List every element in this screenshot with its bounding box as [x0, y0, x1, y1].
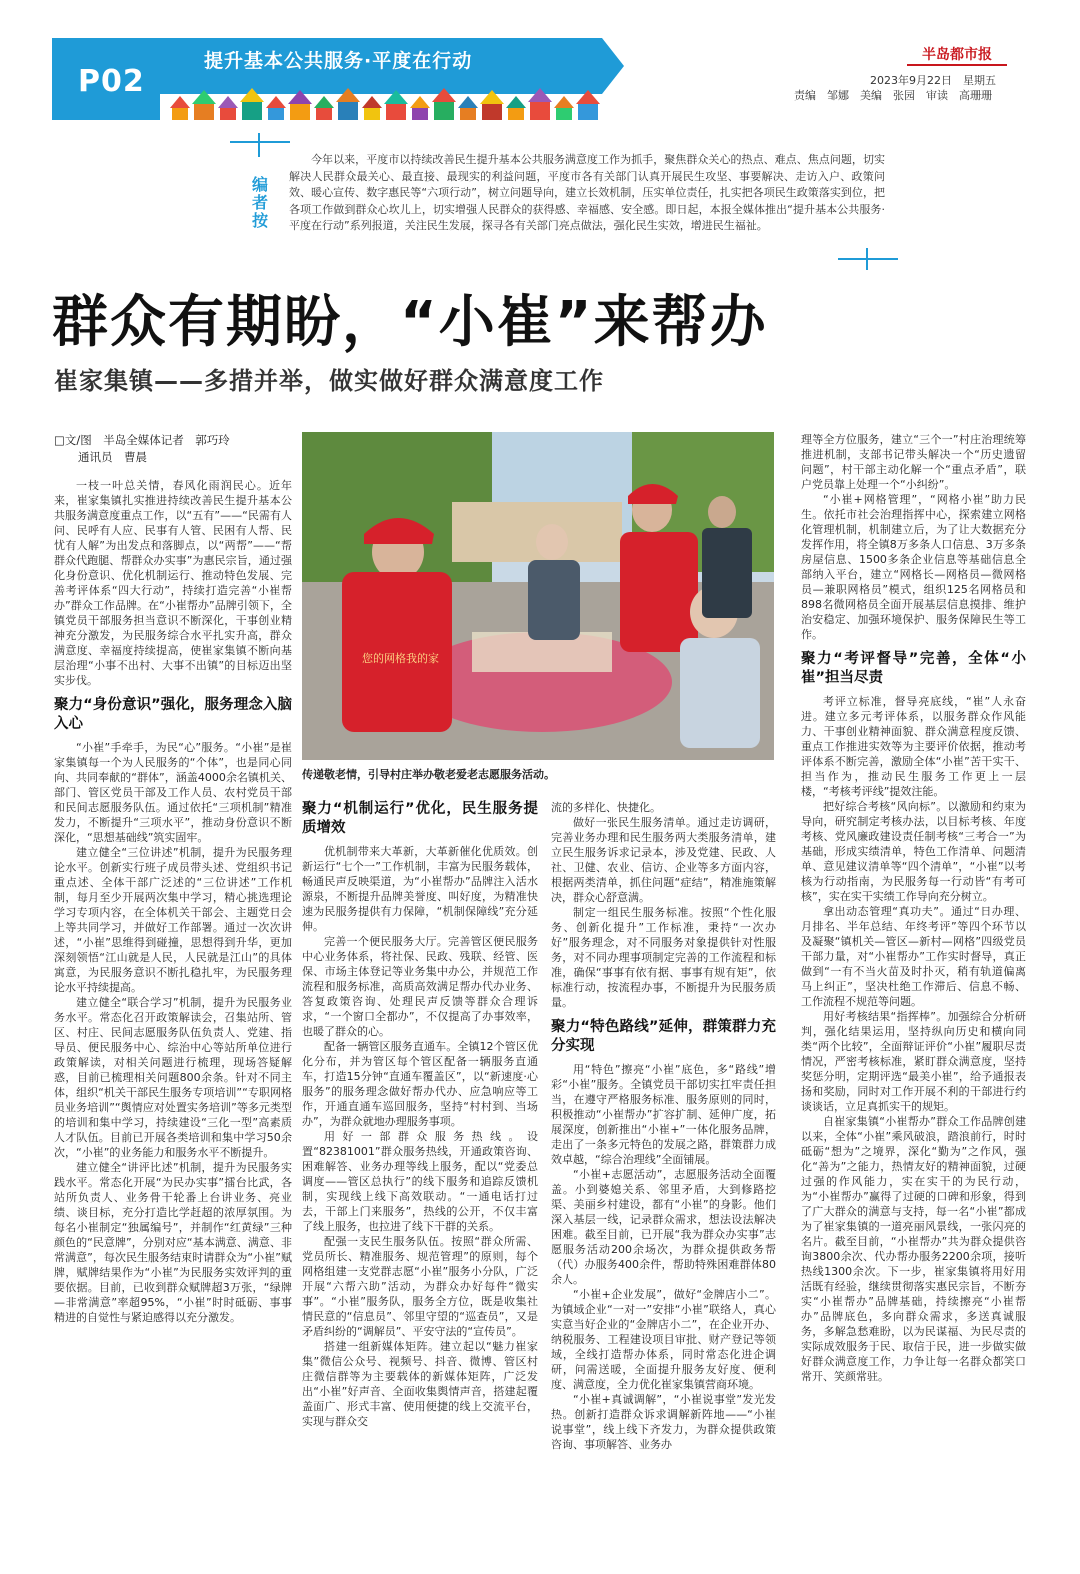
article-column-2	[302, 800, 538, 1540]
vest-print-text: 您的网格我的家	[362, 652, 439, 665]
paragraph: 配备一辆管区服务直通车。全镇12个管区优化分布，并为管区每个管区配备一辆服务直通车，打造15分钟“直通车覆盖区”，以“新速度·心服务”的服务理念做好帮办代办、应急响应等工作，开通直通车巡回服务，坚持“村村到、当场办”，为群众就地办理服务事项。	[302, 1040, 538, 1128]
paragraph: 拿出动态管理“真功夫”。通过“日办理、月排名、半年总结、年终考评”等四个环节以及凝聚“镇机关—管区—新村—网格”四级党员干部力量，对“小崔帮办”工作实时督导，真正做到“一有不当火苗及时扑灭，稍有轨道偏离马上纠正”，坚决杜绝工作滞后、信息不畅、工作流程不规范等问题。	[801, 905, 1026, 1008]
article-headline: 群众有期盼，“小崔”来帮办	[52, 290, 768, 355]
byline-author: □文/图 半岛全媒体记者 郭巧玲	[54, 433, 230, 447]
paragraph: 做好一张民生服务清单。通过走访调研，完善业务办理和民生服务两大类服务清单，建立民生服务诉求记录本，涉及党建、民政、人社、卫健、农业、信访、企业等多方面内容，根据两类清单，抓住问题“症结”，精准施策解决，群众心舒意满。	[551, 816, 776, 904]
article-column-4	[801, 432, 1026, 1540]
note-decoration-line	[258, 133, 260, 157]
article-column-1	[54, 478, 292, 1538]
paragraph: 建立健全“联合学习”机制，提升为民服务业务水平。常态化召开政策解读会，召集站所、管区、村庄、民间志愿服务队伍负责人、党建、指导员、便民服务中心、综治中心等站所单位进行政策解读，对相关问题进行梳理，现场答疑解惑，目前已梳理相关问题800余条。针对不同主体，组织“机关干部民生服务专项培训”“专职网格员业务培训”“舆情应对处置实务培训”等多元类型的培训和集中学习，持续建设“三化一型”高素质人才队伍。目前已开展各类培训和集中学习50余次，“小崔”的业务能力和服务水平不断提升。	[54, 996, 292, 1159]
article-byline	[54, 432, 292, 466]
article-photo	[302, 432, 774, 760]
paragraph: 一枝一叶总关情，春风化雨润民心。近年来，崔家集镇扎实推进持续改善民生提升基本公共服务满意度重点工作，以“五有”——“民需有人问、民呼有人应、民事有人管、民困有人帮、民忧有人解”为出发点和落脚点，以“两帮”——“帮群众代跑腿、帮群众办实事”为惠民宗旨，通过强化身份意识、优化机制运行、推动特色发展、完善考评体系“四大行动”，持续打造完善“小崔帮办”群众工作品牌。在“小崔帮办”品牌引领下，全镇党员干部服务担当意识不断深化，干事创业精神充分激发，为民服务综合水平扎实升高，群众满意度、幸福度持续提高，使崔家集镇不断向基层治理“小事不出村、大事不出镇”的目标迈出坚实步伐。	[54, 479, 292, 687]
series-title: 提升基本公共服务·平度在行动	[204, 50, 473, 72]
paragraph: 理等全方位服务，建立“三个一”村庄治理统筹推进机制，支部书记带头解决一个“历史遗留问题”，村干部主动化解一个“重点矛盾”，联户党员靠上处理一个“小纠纷”。	[801, 433, 1026, 491]
masthead-logo: 半岛都市报	[907, 46, 1007, 66]
section-heading: 聚力“特色路线”延伸，群策群力充分实现	[551, 1019, 776, 1054]
note-decoration-line	[230, 141, 290, 143]
paragraph: 完善一个便民服务大厅。完善管区便民服务中心业务体系，将社保、民政、残联、经管、医保、市场主体登记等业务集中办公，并规范工作流程和服务标准，高质高效满足帮办代办业务、答复政策咨询、处理民声反馈等群众合理诉求，“一个窗口全都办”，不仅提高了办事效率，也暖了群众的心。	[302, 935, 538, 1038]
page-number: P02	[78, 64, 145, 99]
paragraph: “小崔+网格管理”，“网格小崔”助力民生。依托市社会治理指挥中心，探索建立网格化管理机制，机制建立后，为了让大数据充分发挥作用，将全镇8万多条人口信息、3万多条房屋信息、1500多条企业信息等基础信息全部纳入平台，建立“网格长—网格员—微网格员—兼职网格员”模式，组织125名网格员和898名微网格员全面开展基层信息摸排、维护治安稳定、加强环境保护、服务保障民生等工作。	[801, 493, 1026, 641]
note-decoration-line	[866, 248, 868, 270]
paragraph: 把好综合考核“风向标”。以激励和约束为导向，研究制定考核办法，以目标考核、年度考核、党风廉政建设责任制考核“三考合一”为基础，形成实绩清单，特色工作清单、问题清单、意见建议清单等“四个清单”，“小崔”以考核为行动指南，为民服务每一行动皆“有考可核”，实在实干实绩工作导向充分树立。	[801, 800, 1026, 903]
paragraph: 用好考核结果“指挥棒”。加强综合分析研判，强化结果运用，坚持纵向历史和横向同类“两个比较”，全面辩证评价“小崔”履职尽责情况，严密考核标准，紧盯群众满意度，坚持奖惩分明，定期评选“最美小崔”，给予通报表扬和奖励，同时对工作开展不利的干部进行约谈谈话，立足真抓实干的规矩。	[801, 1010, 1026, 1113]
editor-credits: 责编 邹娜 美编 张园 审读 高珊珊	[794, 89, 992, 102]
section-heading: 聚力“考评督导”完善，全体“小崔”担当尽责	[801, 651, 1026, 686]
paragraph: “小崔+企业发展”，做好“金牌店小二”。为镇域企业“一对一”安排“小崔”联络人，真心实意当好企业的“金牌店小二”，在企业开办、纳税服务、工程建设项目审批、财产登记等领域，全线打造帮办体系，同时常态化进企调研，问需送暖，全面提升服务友好度、便利度、满意度，全力优化崔家集镇营商环境。	[551, 1288, 776, 1391]
byline-correspondent: 通讯员 曹晨	[78, 450, 147, 464]
publication-date: 2023年9月22日 星期五	[870, 74, 996, 87]
section-heading: 聚力“机制运行”优化，民生服务提质增效	[302, 801, 538, 836]
paragraph: 用好一部群众服务热线。设置“82381001”群众服务热线，开通政策咨询、困难解答、业务办理等线上服务，配以“党委总调度——管区总执行”的线下服务和追踪反馈机制，实现线上线下高效联动。“一通电话打过去，干部上门来服务”，热线的公开，不仅丰富了线上服务，也拉进了线下干群的关系。	[302, 1130, 538, 1233]
photo-illustration	[302, 432, 774, 760]
section-banner	[52, 38, 624, 120]
paragraph: “小崔+真诚调解”，“小崔说事堂”发光发热。创新打造群众诉求调解新阵地——“小崔说事堂”，线上线下齐发力，为群众提供政策咨询、事项解答、业务办	[551, 1393, 776, 1451]
paragraph: “小崔”手牵手，为民“心”服务。“小崔”是崔家集镇每一个为人民服务的“个体”，也是同心同向、共同奉献的“群体”，涵盖4000余名镇机关、部门、管区党员干部及工作人员、农村党员干部和民间志愿服务队伍。通过依托“三项机制”精准发力，不断提升“三项水平”，推动身份意识不断深化，“思想基础线”筑实固牢。	[54, 741, 292, 844]
paragraph: 用“特色”擦亮“小崔”底色，多“路线”增彩“小崔”服务。全镇党员干部切实扛牢责任担当，在遵守严格服务标准、服务原则的同时，积极推动“小崔帮办”扩容扩制、延伸广度，拓展深度，创新推出“小崔+”一体化服务品牌，走出了一条多元特色的发展之路，群策群力成效卓越，“综合治理线”全面铺展。	[551, 1063, 776, 1166]
note-decoration-line	[838, 258, 898, 260]
paragraph: 自崔家集镇“小崔帮办”群众工作品牌创建以来，全体“小崔”乘风破浪，踏浪前行，时时砥砺“想为”之境界，深化“勤为”之作风，强化“善为”之能力，热情友好的精神面貌，过硬过强的作风能力，实在实干的为民行动，为“小崔帮办”赢得了过硬的口碑和形象，得到了广大群众的满意与支持，每一名“小崔”都成为了崔家集镇的一道亮丽风景线，一张闪亮的名片。截至目前，“小崔帮办”共为群众提供咨询3800余次、代办帮办服务2200余项，接听热线1300余次。下一步，崔家集镇将用好用活既有经验，继续贯彻落实惠民宗旨，不断夯实“小崔帮办”品牌基础，持续擦亮“小崔帮办”品牌底色，多向群众需求，多送真诚服务，多解急愁难盼，以为民谋福、为民尽责的实际成效服务于民、取信于民，进一步做实做好群众满意度工作，力争让每一名群众都笑口常开、笑颜常驻。	[801, 1115, 1026, 1383]
photo-caption: 传递敬老情，引导村庄举办敬老爱老志愿服务活动。	[302, 768, 555, 781]
paragraph: 建立健全“三位讲述”机制，提升为民服务理论水平。创新实行班子成员带头述、党组织书记重点述、全体干部广泛述的“三位讲述”工作机制，每月至少开展两次集中学习，精心挑选理论学习专项内容，在全体机关干部会、主题党日会上等共同学习，并做好工作部署。通过一次次讲述，“小崔”思维得到碰撞，思想得到升华，更加深刻领悟“江山就是人民，人民就是江山”的具体寓意，为民服务意识不断扎稳扎牢，为民服务理论水平持续提高。	[54, 846, 292, 994]
article-subheadline: 崔家集镇——多措并举，做实做好群众满意度工作	[54, 367, 604, 395]
section-heading: 聚力“身份意识”强化，服务理念入脑入心	[54, 697, 292, 732]
paragraph: 制定一组民生服务标准。按照“个性化服务、创新化提升”工作标准，秉持“一次办好”服务理念，对不同服务对象提供针对性服务，对不同办理事项制定完善的工作流程和标准，确保“事事有依有据、事事有规有矩”，依标准行动，按流程办事，不断提升为民服务质量。	[551, 906, 776, 1009]
editor-note-text: 今年以来，平度市以持续改善民生提升基本公共服务满意度工作为抓手，聚焦群众关心的热点、难点、焦点问题，切实解决人民群众最关心、最直接、最现实的利益问题，平度市各有关部门认真开展民生攻坚、事要解决、走访入户、政策问效、暖心宣传、数字惠民等“六项行动”，树立问题导向，建立长效机制，压实单位责任，扎实把各项民生政策落实到位，把各项工作做到群众心坎儿上，切实增强人民群众的获得感、幸福感、安全感。即日起，本报全媒体推出“提升基本公共服务·平度在行动”系列报道，关注民生发展，探寻各有关部门亮点做法，强化民生实效，增进民生福祉。	[289, 153, 885, 232]
paragraph: 配强一支民生服务队伍。按照“群众所需、党员所长、精准服务、规范管理”的原则，每个网格组建一支党群志愿“小崔”服务小分队，广泛开展“六帮六助”活动，为群众办好每件“微实事”。“小崔”服务队，服务全方位，既是收集社情民意的“信息员”、邻里守望的“巡查员”，又是矛盾纠纷的“调解员”、平安守法的“宣传员”。	[302, 1235, 538, 1338]
paragraph: 优机制带来大革新，大革新催化优质效。创新运行“七个一”工作机制，丰富为民服务载体，畅通民声反映渠道，为“小崔帮办”品牌注入活水源泉，不断提升品牌美誉度、叫好度，为精准快速为民服务提供有力保障，“机制保障线”充分延伸。	[302, 845, 538, 933]
paragraph: 考评立标准，督导亮底线，“崔”人永奋进。建立多元考评体系，以服务群众作风能力、干事创业精神面貌、群众满意程度反馈、重点工作推进实效等为主要评价依据，推动考评体系不断完善，激励全体“小崔”苦干实干、担当作为，推动民生服务工作更上一层楼，“考核考评线”提效注能。	[801, 695, 1026, 798]
paragraph: 建立健全“讲评比述”机制，提升为民服务实践水平。常态化开展“为民办实事”擂台比武，各站所负责人、业务骨干轮番上台讲业务、亮业绩、谈目标，充分打造比学赶超的浓厚氛围。为每名小崔制定“独属编号”，并制作“红黄绿”三种颜色的“民意牌”，分别对应“基本满意、满意、非常满意”，每次民生服务结束时请群众为“小崔”赋牌，赋牌结果作为“小崔”为民服务实效评判的重要依据。目前，已收到群众赋牌超3万张，“绿牌—非常满意”率超95%，“小崔”时时砥砺、事事精进的自觉性与紧迫感得以充分激发。	[54, 1161, 292, 1324]
paragraph: “小崔+志愿活动”，志愿服务活动全面覆盖。小到婆媳关系、邻里矛盾，大到修路挖渠、美丽乡村建设，都有“小崔”的身影。他们深入基层一线，记录群众需求，想法设法解决困难。截至目前，已开展“我为群众办实事”志愿服务活动200余场次，为群众提供政务帮（代）办服务400余件，帮助特殊困难群体80余人。	[551, 1168, 776, 1286]
paragraph: 搭建一组新媒体矩阵。建立起以“魅力崔家集”微信公众号、视频号、抖音、微博、管区村庄微信群等为主要载体的新媒体矩阵，广泛发出“小崔”好声音、全面收集舆情声音，搭建起覆盖面广、形式丰富、使用便捷的线上交流平台，实现与群众交	[302, 1340, 538, 1428]
paragraph: 流的多样化、快捷化。	[551, 801, 661, 814]
editor-note-label: 编者按	[252, 175, 269, 230]
article-column-3	[551, 800, 776, 1540]
